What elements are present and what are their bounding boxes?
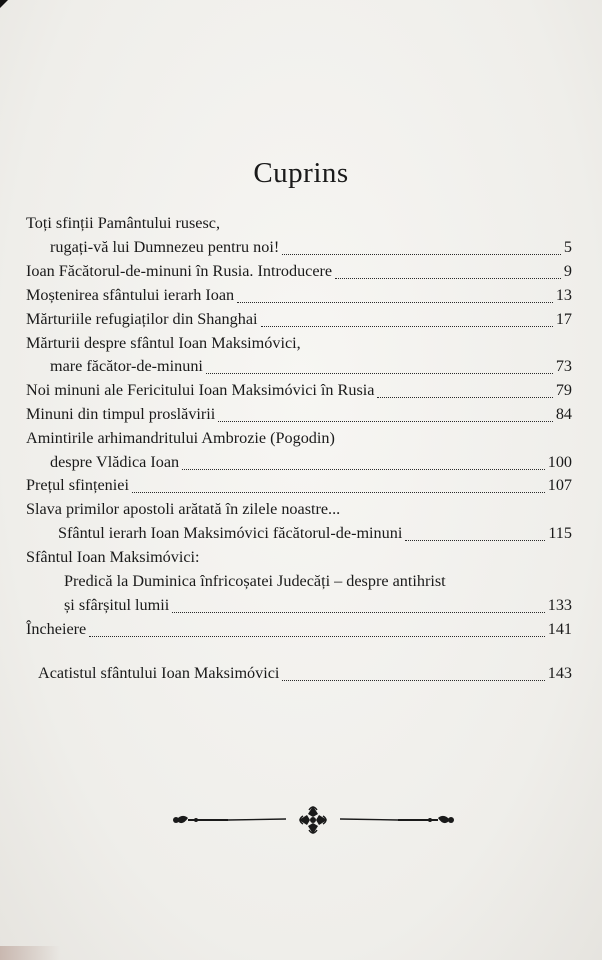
toc-line: Prețul sfințeniei 107	[26, 476, 572, 494]
page-edge-shadow	[0, 946, 60, 960]
toc-line: Slava primilor apostoli arătată în zilele noastre...	[26, 500, 341, 518]
toc-line: despre Vlădica Ioan 100	[50, 453, 572, 471]
cross-ornament-icon	[168, 800, 458, 840]
toc-line: Toți sfinții Pamântului rusesc,	[26, 214, 220, 232]
toc-line: Predică la Duminica înfricoșatei Judecăți – despre antihrist	[64, 572, 446, 590]
toc-line: Moștenirea sfântului ierarh Ioan 13	[26, 286, 572, 304]
toc-line: Mărturii despre sfântul Ioan Maksimóvici,	[26, 334, 301, 352]
toc-line: Încheiere 141	[26, 620, 572, 638]
toc-line: Minuni din timpul proslăvirii 84	[26, 405, 572, 423]
toc-line: Sfântul ierarh Ioan Maksimóvici făcătorul-de-minuni 115	[58, 524, 572, 542]
toc-line: Mărturiile refugiaților din Shanghai 17	[26, 310, 572, 328]
toc-line: mare făcător-de-minuni 73	[50, 357, 572, 375]
toc-line: Amintirile arhimandritului Ambrozie (Pogodin)	[26, 429, 335, 447]
toc-line: Noi minuni ale Fericitului Ioan Maksimóvici în Rusia 79	[26, 381, 572, 399]
page-corner-mark	[0, 0, 8, 8]
toc-line: Ioan Făcătorul-de-minuni în Rusia. Introducere 9	[26, 262, 572, 280]
toc-line: rugați-vă lui Dumnezeu pentru noi! 5	[50, 238, 572, 256]
toc-line: și sfârșitul lumii 133	[64, 596, 572, 614]
toc-line: Acatistul sfântului Ioan Maksimóvici 143	[38, 664, 572, 682]
toc-line: Sfântul Ioan Maksimóvici:	[26, 548, 200, 566]
page-title: Cuprins	[253, 157, 349, 189]
